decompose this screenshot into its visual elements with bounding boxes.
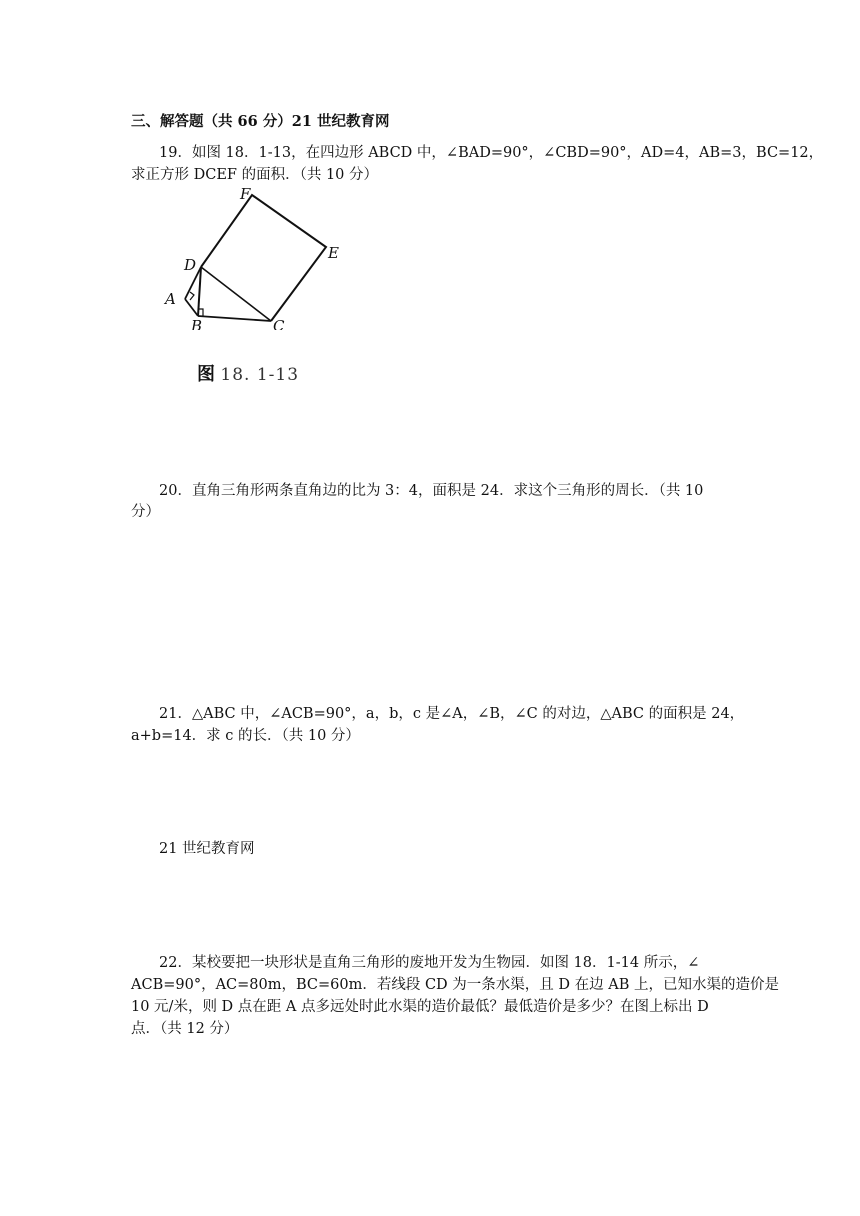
label-b: B bbox=[191, 317, 203, 330]
geometry-diagram bbox=[160, 180, 360, 330]
label-c: C bbox=[273, 317, 285, 330]
q21-line-1: 21．△ABC 中，∠ACB=90°，a，b，c 是∠A，∠B，∠C 的对边，△ABC 的面积是 24， bbox=[159, 706, 745, 722]
segment-ab bbox=[185, 299, 198, 316]
q20-line-2: 分） bbox=[131, 504, 160, 520]
q21-line-2: a+b=14．求 c 的长．（共 10 分） bbox=[131, 728, 360, 744]
q22-line-3: 10 元/米，则 D 点在距 A 点多远处时此水渠的造价最低？最低造价是多少？在图上标出 D bbox=[131, 999, 709, 1015]
right-angle-mark-a bbox=[190, 292, 194, 300]
caption-number: 18. 1-13 bbox=[220, 365, 300, 385]
watermark-text: 21 世纪教育网 bbox=[159, 841, 255, 857]
square-dcef-edges bbox=[201, 195, 326, 321]
q22-line-1: 22．某校要把一块形状是直角三角形的废地开发为生物园．如图 18．1-14 所示，∠ bbox=[159, 955, 700, 971]
label-e: E bbox=[328, 244, 339, 262]
segment-dc bbox=[201, 267, 271, 321]
figure-18-1-13 bbox=[160, 180, 360, 390]
section-heading: 三、解答题（共 66 分）21 世纪教育网 bbox=[131, 113, 390, 130]
label-a: A bbox=[165, 290, 176, 308]
q22-line-4: 点．（共 12 分） bbox=[131, 1021, 239, 1037]
label-d: D bbox=[184, 256, 197, 274]
q20-line-1: 20．直角三角形两条直角边的比为 3：4，面积是 24．求这个三角形的周长．（共 10 bbox=[159, 483, 704, 499]
q19-line-1: 19．如图 18．1-13，在四边形 ABCD 中，∠BAD=90°，∠CBD=90°，AD=4，AB=3，BC=12， bbox=[159, 145, 824, 161]
label-f: F bbox=[240, 185, 251, 203]
segment-bc bbox=[198, 316, 271, 321]
q22-line-2: ACB=90°，AC=80m，BC=60m．若线段 CD 为一条水渠，且 D 在边 AB 上，已知水渠的造价是 bbox=[131, 977, 779, 993]
caption-prefix: 图 bbox=[197, 364, 215, 385]
q19-line-2: 求正方形 DCEF 的面积．（共 10 分） bbox=[131, 167, 379, 183]
figure-caption bbox=[197, 360, 299, 386]
